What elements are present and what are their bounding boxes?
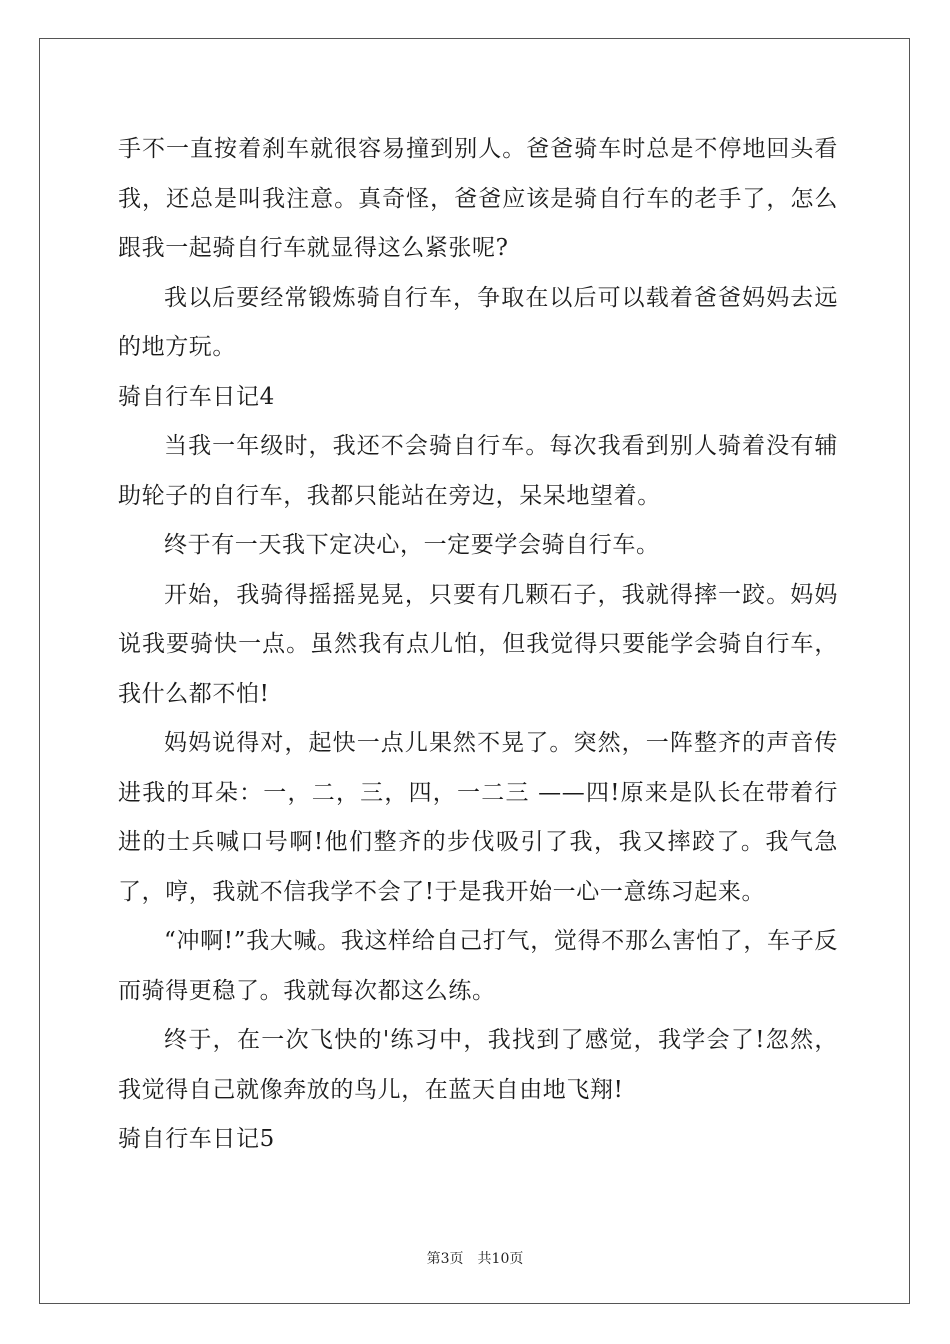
- paragraph-1: 手不一直按着刹车就很容易撞到别人。爸爸骑车时总是不停地回头看我，还总是叫我注意。真奇怪，爸爸应该是骑自行车的老手了，怎么跟我一起骑自行车就显得这么紧张呢?: [118, 136, 838, 261]
- paragraph-6: 妈妈说得对，起快一点儿果然不晃了。突然，一阵整齐的声音传进我的耳朵：一，二，三，四，一二三 ——四!原来是队长在带着行进的士兵喊口号啊!他们整齐的步伐吸引了我，我又摔跤了。我气急了，哼，我就不信我学不会了!于是我开始一心一意练习起来。: [118, 730, 838, 905]
- section-heading-4: 骑自行车日记4: [118, 383, 275, 410]
- page-number: 第3页: [426, 1251, 464, 1267]
- paragraph-7: “冲啊!”我大喊。我这样给自己打气，觉得不那么害怕了，车子反而骑得更稳了。我就每次都这么练。: [118, 928, 838, 1004]
- paragraph-2: 我以后要经常锻炼骑自行车，争取在以后可以载着爸爸妈妈去远的地方玩。: [118, 284, 838, 360]
- document-body: [118, 125, 838, 1165]
- page-total: 共10页: [477, 1251, 524, 1267]
- paragraph-3: 当我一年级时，我还不会骑自行车。每次我看到别人骑着没有辅助轮子的自行车，我都只能站在旁边，呆呆地望着。: [118, 433, 838, 509]
- paragraph-8: 终于，在一次飞快的'练习中，我找到了感觉，我学会了!忽然，我觉得自己就像奔放的鸟儿，在蓝天自由地飞翔!: [118, 1027, 838, 1103]
- paragraph-4: 终于有一天我下定决心，一定要学会骑自行车。: [164, 532, 660, 558]
- section-heading-5: 骑自行车日记5: [118, 1126, 275, 1152]
- page-footer: [0, 1248, 950, 1268]
- paragraph-5: 开始，我骑得摇摇晃晃，只要有几颗石子，我就得摔一跤。妈妈说我要骑快一点。虽然我有点儿怕，但我觉得只要能学会骑自行车，我什么都不怕!: [118, 581, 838, 707]
